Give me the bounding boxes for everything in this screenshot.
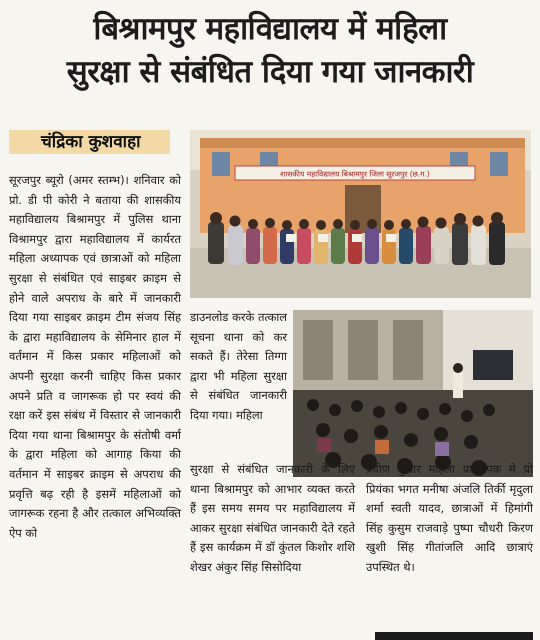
article-text-col1: सूरजपुर ब्यूरो (अमर स्तम्भ)। शनिवार को प्रो. डी पी कोरी ने बताया की शासकीय महाविद्यालय बिश्रामपुर में पुलिस थाना विश्रामपुर द्वारा महाविद्यालय में कार्यरत महिला अध्यापक एवं छात्राओं को महिला सुरक्षा से संबंधित एवं साइबर क्राइम से होने वाले अपराध के बारे में जानकारी दिया गया साइबर क्राइम टीम संजय सिंह के द्वारा महाविद्यालय के सेमिनार हाल में वर्तमान में किस प्रकार महिलाओं को अपनी सुरक्षा करनी चाहिए किस प्रकार अपने प्रति व जागरूक हो पर स्वयं की रक्षा करें इस संबंध में विस्तार से जानकारी दिया गया थाना बिश्रामपुर के संतोषी वर्मा के द्वारा महिला को आगाह किया की वर्तमान में साइबर क्राइम से अपराध की प्रवृत्ति बढ़ रही है इसमें महिलाओं को जागरूक रहना है और तत्काल अभिव्यक्ति ऐप को <box>9 173 181 540</box>
group-photo-image <box>190 130 531 298</box>
article-column-1 <box>9 171 181 543</box>
headline-line-1: बिश्रामपुर महाविद्यालय में महिला <box>93 11 447 47</box>
footer-rule <box>375 632 533 640</box>
byline: चंद्रिका कुशवाहा <box>9 130 170 154</box>
article-text-col3: सुरक्षा से संबंधित जानकारी के लिए थाना बिश्रामपुर को आभार व्यक्त करते हैं इस समय समय पर महाविद्यालय में आकर सुरक्षा संबंधित जानकारी देते रहते हैं इस कार्यक्रम में डॉ कुंतल किशोर शशि शेखर अंकुर सिंह सिसोदिया <box>190 462 355 574</box>
article-column-3 <box>190 460 355 578</box>
seminar-hall-photo <box>293 310 533 477</box>
article-text-col2: डाउनलोड करके तत्काल सूचना थाना को कर सकते हैं। तेरेसा तिग्गा द्वारा भी महिला सुरक्षा से संबंधित जानकारी दिया गया। महिला <box>190 310 287 422</box>
headline-line-2: सुरक्षा से संबंधित दिया गया जानकारी <box>66 54 474 90</box>
group-photo <box>190 130 531 298</box>
headline <box>0 8 540 94</box>
seminar-hall-image <box>293 310 533 477</box>
article-column-4 <box>366 460 533 578</box>
college-banner-text: शासकीय महाविद्यालय बिश्रामपुर जिला सूरजपुर (छ.ग.) <box>280 169 430 179</box>
article-column-2 <box>190 308 287 426</box>
article-text-col4: प्रवीण कुमार महिला प्राध्यापक मे प्रो प्रियंका भगत मनीषा अंजलि तिर्की मृदुला शर्मा स्वती यादव, छात्राओं में हिमांगी सिंह कुसुम राजवाड़े पुष्पा चौधरी किरण खुशी सिंह गीतांजलि आदि छात्राएं उपस्थित थे। <box>366 462 533 574</box>
